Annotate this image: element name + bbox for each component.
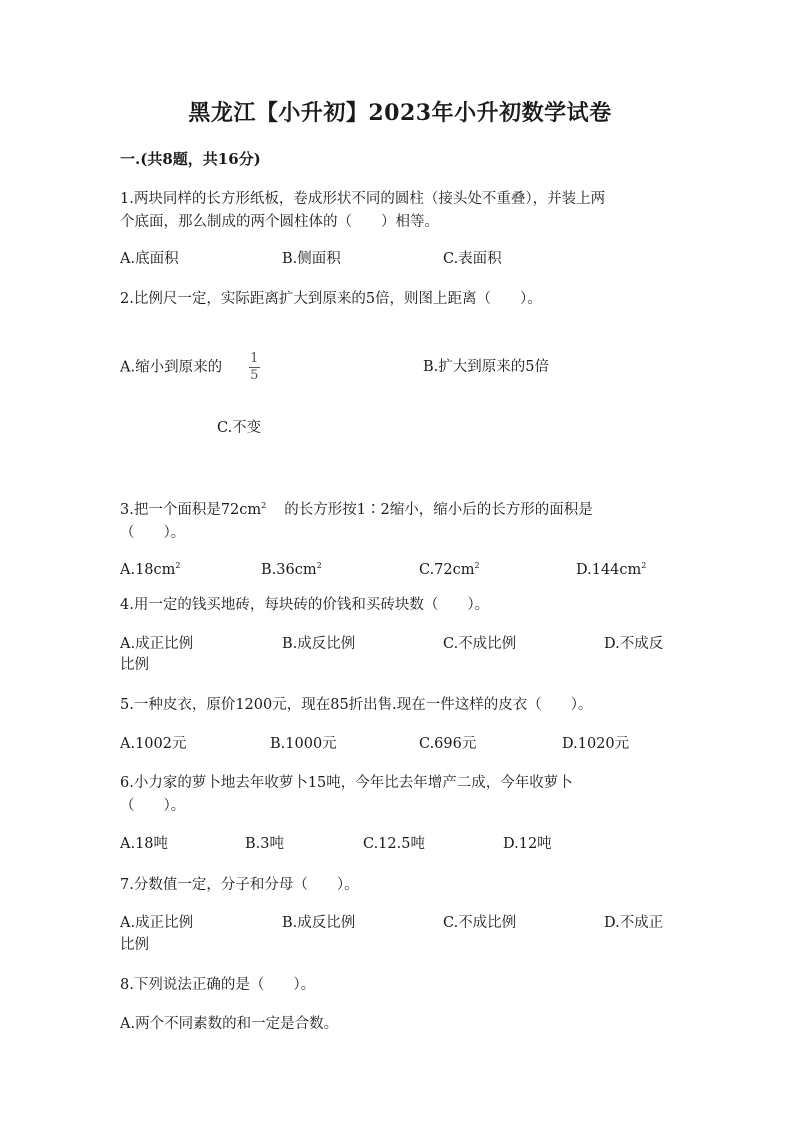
- q7-option-d: D.不成正: [604, 915, 664, 931]
- fraction-numerator: 1: [250, 351, 259, 366]
- question-3: [120, 494, 680, 545]
- q3-stem-b: 的长方形按1∶2缩小，缩小后的长方形的面积是: [284, 501, 593, 518]
- question-7: [120, 874, 680, 897]
- question-6-line-2: （ ）。: [120, 798, 186, 814]
- question-6-line-1: 6.小力家的萝卜地去年收萝卜15吨，今年比去年增产二成，今年收萝卜: [120, 775, 573, 791]
- q3-option-c-sup: 2: [474, 561, 480, 570]
- q5-option-a: A.1002元: [120, 736, 187, 752]
- question-6: [120, 772, 680, 818]
- q7-option-c: C.不成比例: [443, 915, 517, 931]
- q4-option-b: B.成反比例: [282, 636, 356, 652]
- q2-option-c: C.不变: [217, 420, 262, 436]
- question-5-line-1: 5.一种皮衣，原价1200元，现在85折出售.现在一件这样的皮衣（ ）。: [120, 697, 593, 713]
- q3-option-d-text: D.144cm: [576, 561, 642, 578]
- q4-option-c: C.不成比例: [443, 636, 517, 652]
- question-5: [120, 694, 680, 717]
- q3-option-a: [120, 556, 181, 580]
- q3-option-c: [419, 556, 480, 580]
- question-8-line-1: 8.下列说法正确的是（ ）。: [120, 977, 316, 993]
- question-1-line-1: 1.两块同样的长方形纸板，卷成形状不同的圆柱（接头处不重叠），并装上两: [120, 191, 606, 207]
- q1-option-b: B.侧面积: [282, 251, 341, 267]
- q4-option-d-wrap: 比例: [120, 657, 149, 673]
- q1-option-a: A.底面积: [120, 251, 179, 267]
- section-heading: 一.(共8题，共16分): [120, 150, 261, 168]
- page-title: 黑龙江【小升初】2023年小升初数学试卷: [188, 100, 612, 126]
- q5-option-d: D.1020元: [562, 736, 630, 752]
- q1-option-c: C.表面积: [443, 251, 502, 267]
- question-8: [120, 974, 680, 997]
- q3-stem-a: 3.把一个面积是72cm: [120, 501, 262, 518]
- q3-option-c-text: C.72cm: [419, 561, 475, 578]
- q6-option-a: A.18吨: [120, 836, 169, 852]
- fraction-denominator: 5: [250, 368, 259, 383]
- q5-option-c: C.696元: [419, 736, 477, 752]
- q2-option-a-text: A.缩小到原来的: [120, 359, 223, 376]
- q3-option-b-sup: 2: [316, 561, 322, 570]
- q4-option-a: A.成正比例: [120, 636, 194, 652]
- question-2-line-1: 2.比例尺一定，实际距离扩大到原来的5倍，则图上距离（ ）。: [120, 291, 542, 307]
- q6-option-b: B.3吨: [245, 836, 284, 852]
- q2-option-b: B.扩大到原来的5倍: [423, 359, 549, 375]
- q7-option-a: A.成正比例: [120, 915, 194, 931]
- q3-stem-sup: 2: [261, 501, 267, 510]
- question-1-line-2: 个底面，那么制成的两个圆柱体的（ ）相等。: [120, 214, 439, 230]
- q2-option-a: [120, 352, 260, 383]
- q5-option-b: B.1000元: [270, 736, 337, 752]
- question-4-line-1: 4.用一定的钱买地砖，每块砖的价钱和买砖块数（ ）。: [120, 597, 490, 613]
- q3-option-b: [261, 556, 322, 580]
- q4-option-d: D.不成反: [604, 636, 664, 652]
- question-4: [120, 594, 680, 617]
- q7-option-b: B.成反比例: [282, 915, 356, 931]
- q6-option-d: D.12吨: [503, 836, 552, 852]
- q3-option-d-sup: 2: [641, 561, 647, 570]
- q3-option-a-sup: 2: [175, 561, 181, 570]
- q7-option-d-wrap: 比例: [120, 937, 149, 953]
- q3-option-a-text: A.18cm: [120, 561, 176, 578]
- q6-option-c: C.12.5吨: [363, 836, 425, 852]
- one-fifth-fraction: [249, 352, 260, 383]
- question-3-line-1: [120, 494, 680, 522]
- q3-option-d: [576, 556, 646, 580]
- q8-option-a: A.两个不同素数的和一定是合数。: [120, 1016, 339, 1032]
- q3-option-b-text: B.36cm: [261, 561, 317, 578]
- question-7-line-1: 7.分数值一定，分子和分母（ ）。: [120, 877, 359, 893]
- question-2: [120, 288, 680, 311]
- question-3-line-2: （ ）。: [120, 524, 186, 541]
- question-1: [120, 188, 680, 234]
